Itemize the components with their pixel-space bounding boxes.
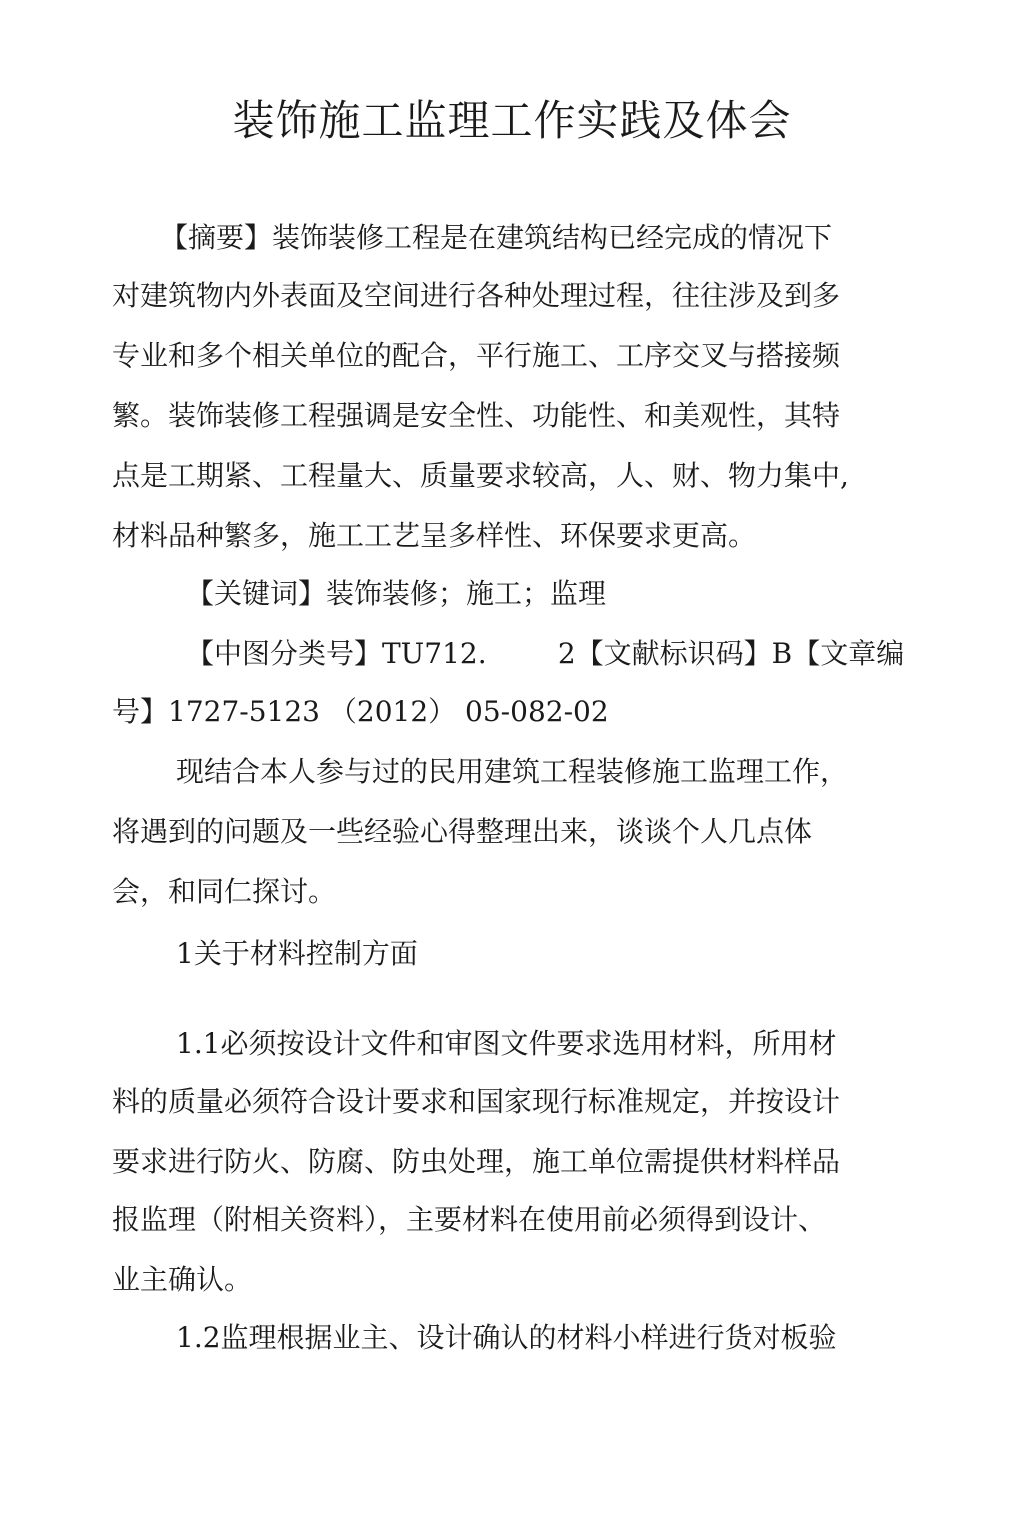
classification-line-1: 【中图分类号】TU712. 2【文献标识码】B【文章编 (186, 637, 905, 670)
section-1-1-line-1: 1.1必须按设计文件和审图文件要求选用材料，所用材 (176, 1027, 837, 1060)
document-title: 装饰施工监理工作实践及体会 (232, 96, 792, 145)
abstract-line-4: 繁。装饰装修工程强调是安全性、功能性、和美观性，其特 (112, 399, 841, 432)
abstract-line-1: 【摘要】装饰装修工程是在建筑结构已经完成的情况下 (160, 221, 833, 254)
section-1-1-line-3: 要求进行防火、防腐、防虫处理，施工单位需提供材料样品 (112, 1145, 841, 1178)
section-1-1-line-5: 业主确认。 (112, 1263, 253, 1296)
section-1-2-line-1: 1.2监理根据业主、设计确认的材料小样进行货对板验 (176, 1321, 837, 1354)
abstract-line-5: 点是工期紧、工程量大、质量要求较高，人、财、物力集中, (112, 459, 849, 492)
section-1-1-line-2: 料的质量必须符合设计要求和国家现行标准规定，并按设计 (112, 1085, 841, 1118)
section-1-1-line-4: 报监理（附相关资料），主要材料在使用前必须得到设计、 (112, 1203, 827, 1236)
intro-line-2: 将遇到的问题及一些经验心得整理出来，谈谈个人几点体 (112, 815, 813, 848)
intro-line-3: 会，和同仁探讨。 (112, 875, 337, 908)
abstract-line-2: 对建筑物内外表面及空间进行各种处理过程，往往涉及到多 (112, 279, 841, 312)
classification-line-2: 号】1727-5123 （2012） 05-082-02 (112, 695, 609, 728)
abstract-line-3: 专业和多个相关单位的配合，平行施工、工序交叉与搭接频 (112, 339, 841, 372)
keywords-line: 【关键词】装饰装修；施工；监理 (186, 577, 607, 610)
intro-line-1: 现结合本人参与过的民用建筑工程装修施工监理工作， (176, 755, 849, 788)
section-heading-1: 1关于材料控制方面 (176, 937, 418, 970)
abstract-line-6: 材料品种繁多，施工工艺呈多样性、环保要求更高。 (112, 519, 757, 552)
